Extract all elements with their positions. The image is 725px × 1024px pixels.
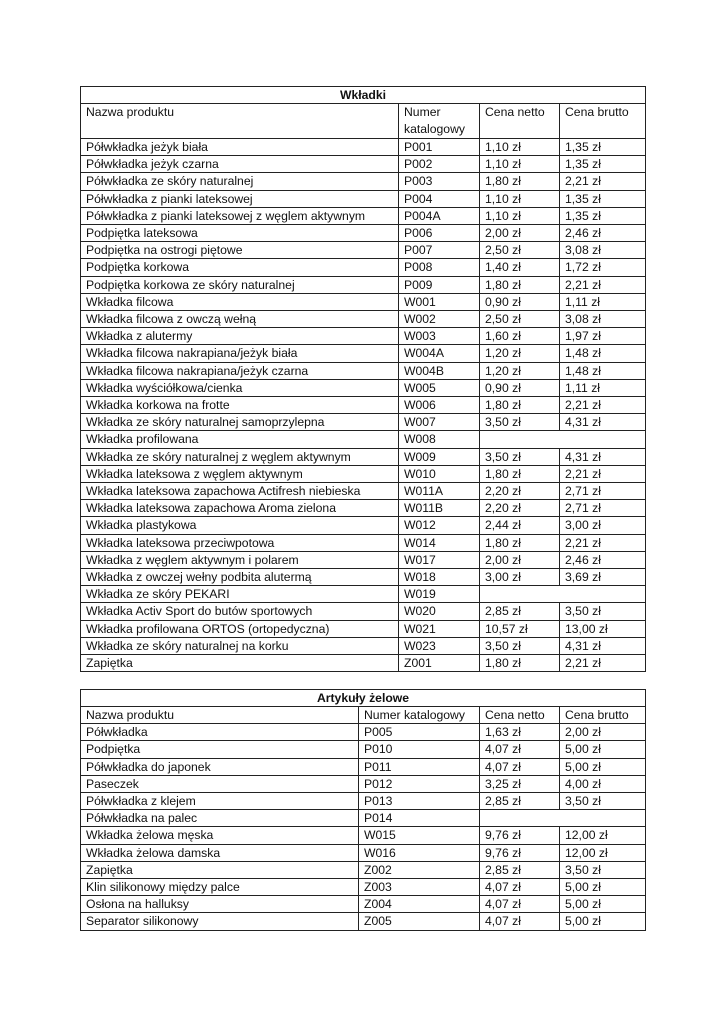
table-row <box>81 431 646 448</box>
cell-catalog-number: P009 <box>399 276 480 293</box>
cell-name: Wkładka żelowa damska <box>81 844 359 861</box>
cell-name: Wkładka plastykowa <box>81 517 399 534</box>
table-row <box>81 225 646 242</box>
table-wkladki <box>80 86 646 672</box>
cell-net-price: 2,85 zł <box>480 861 560 878</box>
cell-catalog-number: Z001 <box>399 655 480 672</box>
cell-net-price: 1,80 zł <box>480 465 560 482</box>
cell-name: Klin silikonowy między palce <box>81 879 359 896</box>
cell-name: Półwkładka ze skóry naturalnej <box>81 173 399 190</box>
cell-net-price: 2,85 zł <box>480 603 560 620</box>
cell-net-price: 4,07 zł <box>480 741 560 758</box>
cell-gross-price: 5,00 zł <box>560 741 646 758</box>
cell-net-price: 1,20 zł <box>480 345 560 362</box>
cell-net-price: 4,07 zł <box>480 896 560 913</box>
cell-net-price: 3,50 zł <box>480 637 560 654</box>
table-row <box>81 879 646 896</box>
cell-catalog-number: W018 <box>399 569 480 586</box>
cell-catalog-number: P014 <box>359 810 480 827</box>
cell-catalog-number: W016 <box>359 844 480 861</box>
table-row <box>81 139 646 156</box>
cell-catalog-number: W004B <box>399 362 480 379</box>
cell-gross-price: 2,21 zł <box>560 397 646 414</box>
cell-gross-price: 12,00 zł <box>560 827 646 844</box>
cell-net-price: 10,57 zł <box>480 620 560 637</box>
cell-catalog-number: P007 <box>399 242 480 259</box>
cell-gross-price: 3,08 zł <box>560 311 646 328</box>
cell-gross-price: 1,48 zł <box>560 345 646 362</box>
cell-gross-price: 2,00 zł <box>560 724 646 741</box>
cell-gross-price: 4,31 zł <box>560 448 646 465</box>
cell-gross-price: 3,69 zł <box>560 569 646 586</box>
table-row <box>81 896 646 913</box>
cell-catalog-number: P005 <box>359 724 480 741</box>
cell-catalog-number: W005 <box>399 379 480 396</box>
cell-gross-price: 5,00 zł <box>560 896 646 913</box>
table-row <box>81 655 646 672</box>
table-row <box>81 637 646 654</box>
cell-name: Półwkładka z pianki lateksowej <box>81 190 399 207</box>
cell-gross-price: 1,11 zł <box>560 293 646 310</box>
table-row <box>81 810 646 827</box>
cell-catalog-number: P004A <box>399 207 480 224</box>
cell-net-price: 1,40 zł <box>480 259 560 276</box>
cell-catalog-number: W015 <box>359 827 480 844</box>
cell-catalog-number: P002 <box>399 156 480 173</box>
cell-net-price: 3,00 zł <box>480 569 560 586</box>
cell-catalog-number: W012 <box>399 517 480 534</box>
table-title: Wkładki <box>81 87 646 104</box>
cell-catalog-number: W021 <box>399 620 480 637</box>
table-row <box>81 397 646 414</box>
cell-gross-price: 3,00 zł <box>560 517 646 534</box>
cell-name: Wkładka profilowana ORTOS (ortopedyczna) <box>81 620 399 637</box>
cell-name: Półwkładka z pianki lateksowej z węglem aktywnym <box>81 207 399 224</box>
table-row <box>81 569 646 586</box>
cell-name: Wkładka lateksowa z węglem aktywnym <box>81 465 399 482</box>
table-row <box>81 173 646 190</box>
cell-catalog-number: W017 <box>399 551 480 568</box>
cell-gross-price: 2,21 zł <box>560 173 646 190</box>
cell-name: Paseczek <box>81 775 359 792</box>
cell-name: Wkładka ze skóry naturalnej na korku <box>81 637 399 654</box>
cell-gross-price: 5,00 zł <box>560 879 646 896</box>
table-row <box>81 345 646 362</box>
cell-catalog-number: W003 <box>399 328 480 345</box>
cell-catalog-number: Z004 <box>359 896 480 913</box>
cell-name: Wkładka z owczej wełny podbita alutermą <box>81 569 399 586</box>
cell-net-price: 1,80 zł <box>480 173 560 190</box>
column-header-name: Nazwa produktu <box>81 104 399 139</box>
cell-catalog-number: W002 <box>399 311 480 328</box>
cell-gross-price: 1,35 zł <box>560 190 646 207</box>
table-row <box>81 465 646 482</box>
cell-name: Separator silikonowy <box>81 913 359 930</box>
cell-name: Wkładka korkowa na frotte <box>81 397 399 414</box>
cell-name: Zapiętka <box>81 861 359 878</box>
table-artykuly-zelowe <box>80 689 646 931</box>
table-row <box>81 517 646 534</box>
cell-gross-price: 1,97 zł <box>560 328 646 345</box>
table-row <box>81 827 646 844</box>
cell-name: Półwkładka do japonek <box>81 758 359 775</box>
table-row <box>81 448 646 465</box>
table-row <box>81 362 646 379</box>
cell-gross-price: 2,21 zł <box>560 276 646 293</box>
table-row <box>81 793 646 810</box>
cell-catalog-number: W009 <box>399 448 480 465</box>
table-row <box>81 844 646 861</box>
cell-gross-price: 3,08 zł <box>560 242 646 259</box>
cell-catalog-number: W023 <box>399 637 480 654</box>
table-row <box>81 741 646 758</box>
cell-name: Wkładka Activ Sport do butów sportowych <box>81 603 399 620</box>
cell-gross-price: 3,50 zł <box>560 603 646 620</box>
cell-catalog-number: Z002 <box>359 861 480 878</box>
cell-name: Wkładka lateksowa zapachowa Actifresh niebieska <box>81 483 399 500</box>
cell-gross-price: 2,46 zł <box>560 551 646 568</box>
cell-net-price: 1,60 zł <box>480 328 560 345</box>
cell-name: Półwkładka z klejem <box>81 793 359 810</box>
cell-catalog-number: W007 <box>399 414 480 431</box>
cell-catalog-number: P003 <box>399 173 480 190</box>
cell-net-price: 1,80 zł <box>480 655 560 672</box>
cell-gross-price: 5,00 zł <box>560 913 646 930</box>
table-row <box>81 311 646 328</box>
cell-net-price: 2,50 zł <box>480 311 560 328</box>
table-row <box>81 758 646 775</box>
column-header-gross-price: Cena brutto <box>560 707 646 724</box>
cell-net-price: 1,80 zł <box>480 534 560 551</box>
cell-gross-price: 2,71 zł <box>560 483 646 500</box>
cell-catalog-number: W001 <box>399 293 480 310</box>
cell-price-empty <box>480 586 646 603</box>
cell-net-price: 2,00 zł <box>480 225 560 242</box>
cell-name: Osłona na halluksy <box>81 896 359 913</box>
table-row <box>81 190 646 207</box>
cell-price-empty <box>480 431 646 448</box>
cell-catalog-number: W004A <box>399 345 480 362</box>
cell-gross-price: 1,48 zł <box>560 362 646 379</box>
table-row <box>81 328 646 345</box>
cell-name: Podpiętka korkowa <box>81 259 399 276</box>
cell-gross-price: 2,71 zł <box>560 500 646 517</box>
cell-net-price: 1,80 zł <box>480 276 560 293</box>
table-row <box>81 586 646 603</box>
cell-name: Wkładka lateksowa przeciwpotowa <box>81 534 399 551</box>
table-row <box>81 861 646 878</box>
cell-net-price: 1,10 zł <box>480 190 560 207</box>
cell-gross-price: 4,31 zł <box>560 414 646 431</box>
cell-gross-price: 2,21 zł <box>560 534 646 551</box>
cell-catalog-number: W019 <box>399 586 480 603</box>
cell-name: Zapiętka <box>81 655 399 672</box>
cell-net-price: 2,20 zł <box>480 483 560 500</box>
cell-catalog-number: P013 <box>359 793 480 810</box>
cell-name: Wkładka wyściółkowa/cienka <box>81 379 399 396</box>
cell-net-price: 1,20 zł <box>480 362 560 379</box>
column-header-net-price: Cena netto <box>480 707 560 724</box>
cell-net-price: 3,50 zł <box>480 448 560 465</box>
cell-gross-price: 1,35 zł <box>560 156 646 173</box>
table-row <box>81 775 646 792</box>
cell-net-price: 2,00 zł <box>480 551 560 568</box>
table-row <box>81 483 646 500</box>
cell-gross-price: 5,00 zł <box>560 758 646 775</box>
cell-name: Półwkładka jeżyk biała <box>81 139 399 156</box>
cell-net-price: 0,90 zł <box>480 379 560 396</box>
cell-net-price: 1,63 zł <box>480 724 560 741</box>
cell-gross-price: 1,35 zł <box>560 139 646 156</box>
table-row <box>81 913 646 930</box>
table-title: Artykuły żelowe <box>81 690 646 707</box>
cell-catalog-number: P012 <box>359 775 480 792</box>
cell-gross-price: 3,50 zł <box>560 861 646 878</box>
table-row <box>81 276 646 293</box>
table-row <box>81 620 646 637</box>
cell-name: Półwkładka <box>81 724 359 741</box>
cell-catalog-number: Z005 <box>359 913 480 930</box>
cell-catalog-number: P008 <box>399 259 480 276</box>
cell-name: Wkładka ze skóry naturalnej samoprzylepna <box>81 414 399 431</box>
cell-catalog-number: W011A <box>399 483 480 500</box>
cell-name: Wkładka filcowa nakrapiana/jeżyk biała <box>81 345 399 362</box>
cell-net-price: 1,80 zł <box>480 397 560 414</box>
cell-name: Wkładka filcowa z owczą wełną <box>81 311 399 328</box>
cell-net-price: 3,25 zł <box>480 775 560 792</box>
cell-catalog-number: W006 <box>399 397 480 414</box>
cell-name: Podpiętka na ostrogi piętowe <box>81 242 399 259</box>
cell-catalog-number: W010 <box>399 465 480 482</box>
column-header-name: Nazwa produktu <box>81 707 359 724</box>
cell-gross-price: 2,21 zł <box>560 655 646 672</box>
cell-gross-price: 12,00 zł <box>560 844 646 861</box>
cell-price-empty <box>480 810 646 827</box>
cell-net-price: 2,44 zł <box>480 517 560 534</box>
cell-catalog-number: P011 <box>359 758 480 775</box>
cell-name: Wkładka z węglem aktywnym i polarem <box>81 551 399 568</box>
cell-name: Wkładka profilowana <box>81 431 399 448</box>
cell-name: Wkładka lateksowa zapachowa Aroma zielona <box>81 500 399 517</box>
cell-catalog-number: P001 <box>399 139 480 156</box>
cell-net-price: 4,07 zł <box>480 913 560 930</box>
cell-name: Podpiętka <box>81 741 359 758</box>
column-header-net-price: Cena netto <box>480 104 560 139</box>
cell-gross-price: 1,35 zł <box>560 207 646 224</box>
table-row <box>81 724 646 741</box>
table-row <box>81 207 646 224</box>
cell-net-price: 3,50 zł <box>480 414 560 431</box>
table-row <box>81 534 646 551</box>
cell-net-price: 4,07 zł <box>480 758 560 775</box>
cell-net-price: 4,07 zł <box>480 879 560 896</box>
column-header-catalog-number: Numer katalogowy <box>359 707 480 724</box>
cell-gross-price: 2,21 zł <box>560 465 646 482</box>
table-row <box>81 259 646 276</box>
cell-gross-price: 4,31 zł <box>560 637 646 654</box>
cell-gross-price: 1,11 zł <box>560 379 646 396</box>
table-row <box>81 242 646 259</box>
cell-net-price: 1,10 zł <box>480 139 560 156</box>
cell-catalog-number: W014 <box>399 534 480 551</box>
cell-net-price: 1,10 zł <box>480 156 560 173</box>
cell-name: Wkładka z alutermy <box>81 328 399 345</box>
cell-gross-price: 13,00 zł <box>560 620 646 637</box>
table-row <box>81 379 646 396</box>
cell-name: Wkładka filcowa nakrapiana/jeżyk czarna <box>81 362 399 379</box>
table-row <box>81 500 646 517</box>
column-header-gross-price: Cena brutto <box>560 104 646 139</box>
cell-name: Półwkładka na palec <box>81 810 359 827</box>
cell-net-price: 2,85 zł <box>480 793 560 810</box>
cell-gross-price: 1,72 zł <box>560 259 646 276</box>
cell-net-price: 2,50 zł <box>480 242 560 259</box>
cell-catalog-number: P006 <box>399 225 480 242</box>
cell-catalog-number: W020 <box>399 603 480 620</box>
cell-name: Wkładka ze skóry naturalnej z węglem aktywnym <box>81 448 399 465</box>
table-row <box>81 603 646 620</box>
cell-net-price: 1,10 zł <box>480 207 560 224</box>
table-row <box>81 156 646 173</box>
cell-name: Wkładka żelowa męska <box>81 827 359 844</box>
cell-catalog-number: P010 <box>359 741 480 758</box>
cell-net-price: 2,20 zł <box>480 500 560 517</box>
cell-catalog-number: W011B <box>399 500 480 517</box>
cell-net-price: 9,76 zł <box>480 844 560 861</box>
cell-net-price: 9,76 zł <box>480 827 560 844</box>
cell-name: Półwkładka jeżyk czarna <box>81 156 399 173</box>
cell-catalog-number: W008 <box>399 431 480 448</box>
cell-net-price: 0,90 zł <box>480 293 560 310</box>
cell-gross-price: 4,00 zł <box>560 775 646 792</box>
table-row <box>81 551 646 568</box>
cell-name: Podpiętka lateksowa <box>81 225 399 242</box>
table-row <box>81 414 646 431</box>
cell-gross-price: 2,46 zł <box>560 225 646 242</box>
table-row <box>81 293 646 310</box>
cell-catalog-number: Z003 <box>359 879 480 896</box>
cell-gross-price: 3,50 zł <box>560 793 646 810</box>
cell-catalog-number: P004 <box>399 190 480 207</box>
cell-name: Wkładka filcowa <box>81 293 399 310</box>
cell-name: Podpiętka korkowa ze skóry naturalnej <box>81 276 399 293</box>
column-header-catalog-number: Numer katalogowy <box>399 104 480 139</box>
cell-name: Wkładka ze skóry PEKARI <box>81 586 399 603</box>
